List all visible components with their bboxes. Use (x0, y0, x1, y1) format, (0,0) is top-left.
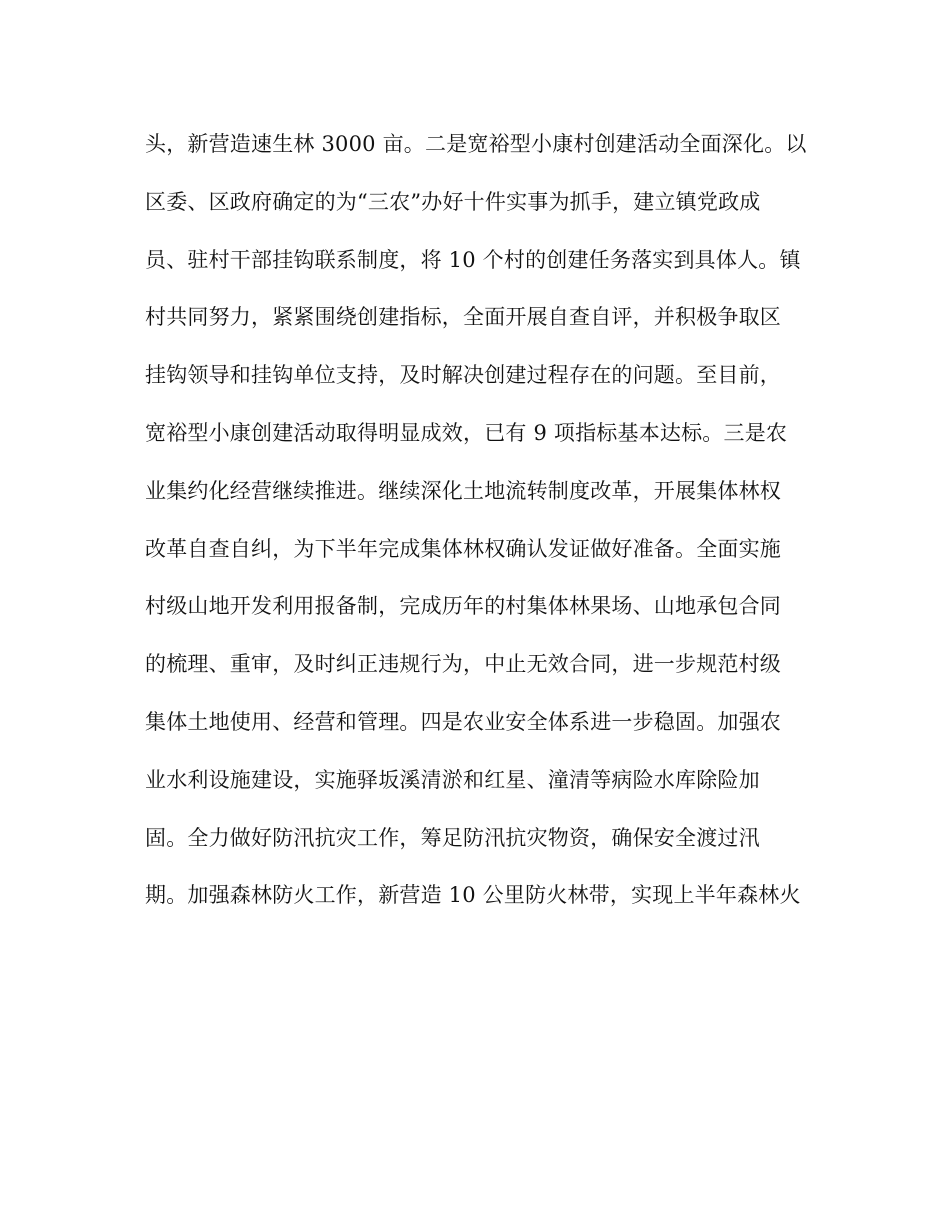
body-text (145, 121, 815, 930)
text-line: 的梳理、重审，及时纠正违规行为，中止无效合同，进一步规范村级 (145, 652, 781, 677)
text-line: 宽裕型小康创建活动取得明显成效，已有 9 项指标基本达标。三是农 (145, 420, 788, 445)
text-line: 期。加强森林防火工作，新营造 10 公里防火林带，实现上半年森林火 (145, 883, 801, 908)
text-line: 业集约化经营继续推进。继续深化土地流转制度改革，开展集体林权 (145, 478, 781, 503)
text-line: 集体土地使用、经营和管理。四是农业安全体系进一步稳固。加强农 (145, 709, 781, 734)
text-line: 村共同努力，紧紧围绕创建指标，全面开展自查自评，并积极争取区 (145, 305, 781, 330)
text-line: 员、驻村干部挂钩联系制度，将 10 个村的创建任务落实到具体人。镇 (145, 247, 801, 272)
text-line: 挂钩领导和挂钩单位支持，及时解决创建过程存在的问题。至目前， (145, 363, 781, 388)
text-line: 固。全力做好防汛抗灾工作，筹足防汛抗灾物资，确保安全渡过汛 (145, 825, 760, 850)
text-line: 业水利设施建设，实施驿坂溪清淤和红星、潼清等病险水库除险加 (145, 767, 760, 792)
text-line: 改革自查自纠，为下半年完成集体林权确认发证做好准备。全面实施 (145, 536, 781, 561)
text-line: 头，新营造速生林 3000 亩。二是宽裕型小康村创建活动全面深化。以 (145, 132, 807, 156)
text-line: 区委、区政府确定的为“三农”办好十件实事为抓手，建立镇党政成 (145, 189, 761, 214)
text-line: 村级山地开发利用报备制，完成历年的村集体林果场、山地承包合同 (145, 594, 781, 619)
